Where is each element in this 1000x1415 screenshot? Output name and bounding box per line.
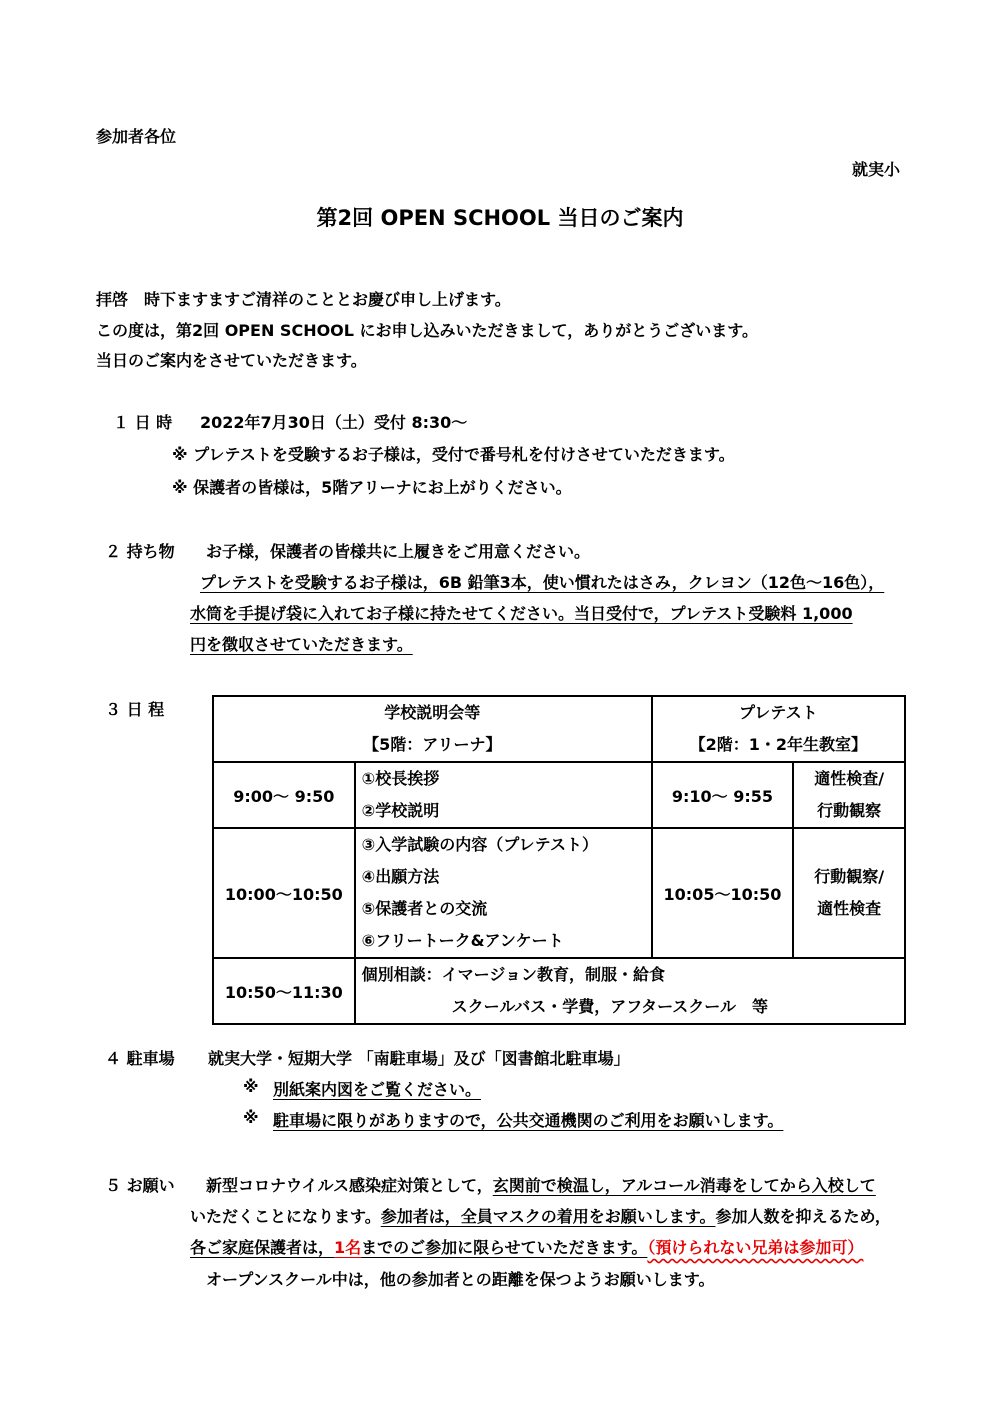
row1-items	[355, 762, 652, 828]
row3-line-2: スクールバス・学費，アフタースクール 等	[451, 997, 768, 1016]
row1-pretest-time: 9:10～ 9:55	[652, 762, 794, 828]
header-cell-school-briefing	[213, 696, 652, 762]
section2-label: ２ 持ち物	[105, 542, 175, 561]
row2-item-2: ④出願方法	[361, 867, 440, 886]
section5-line-3c: までのご参加に限らせていただきます。	[361, 1238, 648, 1257]
row2-pretest-item-2: 適性検査	[817, 899, 882, 918]
section2-line-3: 水筒を手提げ袋に入れてお子様に持たせてください。当日受付で，プレテスト受験料 1,000	[190, 604, 853, 623]
row1-time: 9:00～ 9:50	[213, 762, 355, 828]
row2-item-4: ⑥フリートーク&アンケート	[361, 931, 564, 950]
section1-note-1: ※ プレテストを受験するお子様は，受付で番号札を付けさせていただきます。	[172, 445, 735, 464]
section4-label: ４ 駐車場	[105, 1049, 175, 1068]
section5-line-2b: 参加者は，全員マスクの着用をお願いします。	[380, 1207, 716, 1226]
section5-line-2a: いただくことになります。	[190, 1207, 381, 1226]
header-cell-pretest	[652, 696, 905, 762]
section5-line-3b: 1名	[334, 1238, 362, 1257]
section5-line-1a: 新型コロナウイルス感染症対策として，	[206, 1176, 493, 1195]
section2-line-4: 円を徴収させていただきます。	[190, 635, 413, 654]
table-row	[213, 762, 905, 828]
section2-line-1: お子様，保護者の皆様共に上履きをご用意ください。	[206, 542, 591, 561]
section4-note-1-mark: ※	[243, 1077, 259, 1096]
row1-item-2: ②学校説明	[361, 801, 440, 820]
section5-line-2	[190, 1204, 891, 1227]
row2-items	[355, 828, 652, 958]
sender-text: 就実小	[852, 160, 901, 179]
section2-line-2: プレテストを受験するお子様は，6B 鉛筆3本，使い慣れたはさみ，クレヨン（12色～16色），	[200, 573, 885, 592]
section5-line-2c: 参加人数を抑えるため，	[715, 1207, 891, 1226]
row2-pretest-items	[793, 828, 905, 958]
header-pretest: プレテスト	[738, 703, 818, 722]
row2-pretest-item-1: 行動観察/	[814, 867, 885, 886]
header-school-briefing: 学校説明会等	[384, 703, 481, 722]
intro-line-1: 拝啓 時下ますますご清祥のこととお慶び申し上げます。	[96, 290, 511, 309]
section5-line-1b: 玄関前で検温し，アルコール消毒をしてから入校して	[492, 1176, 876, 1195]
row2-time: 10:00～10:50	[213, 828, 355, 958]
row3-time: 10:50～11:30	[213, 958, 355, 1024]
row1-pretest-item-1: 適性検査/	[814, 769, 885, 788]
section5-label: ５ お願い	[105, 1176, 175, 1195]
schedule-header-row	[213, 696, 905, 762]
row3-line-1: 個別相談：イマージョン教育，制服・給食	[361, 965, 666, 984]
section1-note-2: ※ 保護者の皆様は，5階アリーナにお上がりください。	[172, 478, 572, 497]
section5-line-3a: 各ご家庭保護者は，	[190, 1238, 335, 1257]
section5-line-4: オープンスクール中は，他の参加者との距離を保つようお願いします。	[206, 1270, 715, 1289]
row3-consultation	[355, 958, 905, 1024]
page-title: 第2回 OPEN SCHOOL 当日のご案内	[316, 206, 684, 230]
header-pretest-venue: 【2階：1・2年生教室】	[689, 735, 868, 754]
recipient-text: 参加者各位	[96, 127, 177, 146]
row1-item-1: ①校長挨拶	[361, 769, 440, 788]
row2-pretest-time: 10:05～10:50	[652, 828, 794, 958]
section1-datetime: 2022年7月30日（土）受付 8:30～	[200, 413, 468, 432]
section4-note-2: 駐車場に限りがありますので，公共交通機関のご利用をお願いします。	[273, 1111, 784, 1130]
header-school-briefing-venue: 【5階：アリーナ】	[363, 735, 502, 754]
section5-line-1	[206, 1173, 876, 1196]
section5-line-3d: （預けられない兄弟は参加可）	[647, 1238, 864, 1257]
schedule-table	[212, 695, 906, 1025]
row1-pretest-items	[793, 762, 905, 828]
section3-label: ３ 日 程	[105, 700, 165, 719]
section5-line-3	[190, 1235, 863, 1258]
intro-line-3: 当日のご案内をさせていただきます。	[96, 351, 367, 370]
intro-line-2: この度は，第2回 OPEN SCHOOL にお申し込みいただきまして，ありがとうございます。	[96, 321, 758, 340]
table-row	[213, 828, 905, 958]
row2-item-1: ③入学試験の内容（プレテスト）	[361, 835, 598, 854]
section4-line-1: 就実大学・短期大学 「南駐車場」及び「図書館北駐車場」	[208, 1049, 630, 1068]
section4-note-2-mark: ※	[243, 1108, 259, 1127]
row1-pretest-item-2: 行動観察	[817, 801, 882, 820]
section4-note-1: 別紙案内図をご覧ください。	[273, 1080, 482, 1099]
row2-item-3: ⑤保護者との交流	[361, 899, 488, 918]
table-row	[213, 958, 905, 1024]
section1-label: １ 日 時	[113, 413, 173, 432]
